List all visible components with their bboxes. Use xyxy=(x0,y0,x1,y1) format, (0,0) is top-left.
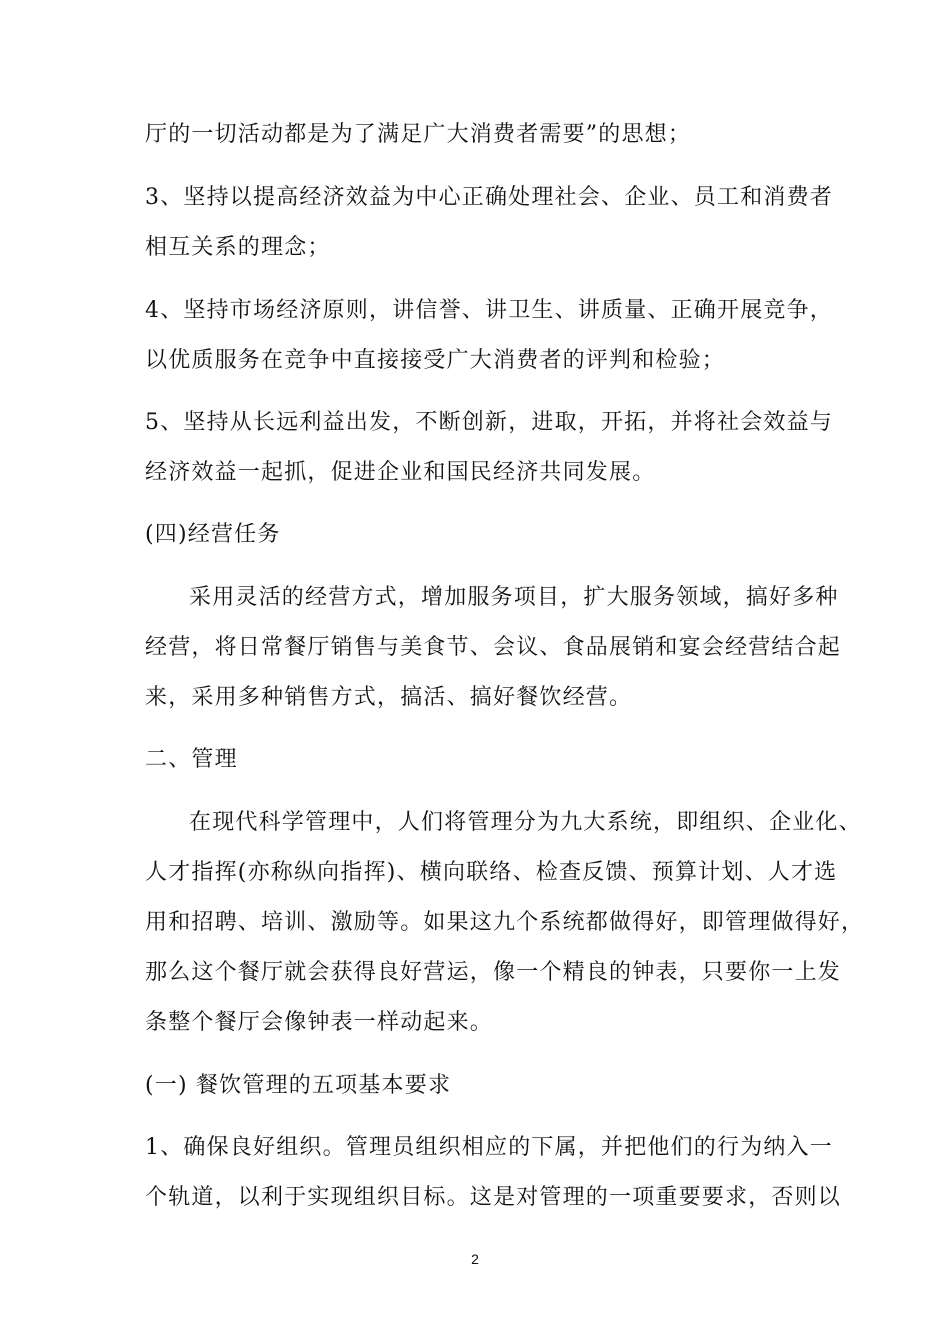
list-item-3: 3、坚持以提高经济效益为中心正确处理社会、企业、员工和消费者 xyxy=(145,185,833,210)
list-item-1: 1、确保良好组织。管理员组织相应的下属，并把他们的行为纳入一 xyxy=(145,1135,833,1160)
text-line: 厅的一切活动都是为了满足广大消费者需要”的思想； xyxy=(145,122,692,147)
paragraph-line: 在现代科学管理中，人们将管理分为九大系统，即组织、企业化、 xyxy=(189,810,862,835)
section-heading: 二、管理 xyxy=(145,747,238,772)
paragraph-line: 来，采用多种销售方式，搞活、搞好餐饮经营。 xyxy=(145,685,633,710)
text-line: 相互关系的理念； xyxy=(145,235,331,260)
text-line: 个轨道，以利于实现组织目标。这是对管理的一项重要要求，否则以 xyxy=(145,1185,842,1210)
paragraph-line: 用和招聘、培训、激励等。如果这九个系统都做得好，即管理做得好， xyxy=(145,910,865,935)
paragraph-line: 条整个餐厅会像钟表一样动起来。 xyxy=(145,1010,494,1035)
text-line: 以优质服务在竞争中直接接受广大消费者的评判和检验； xyxy=(145,348,726,373)
list-item-5: 5、坚持从长远利益出发，不断创新，进取，开拓，并将社会效益与 xyxy=(145,410,833,435)
section-heading: (四)经营任务 xyxy=(145,522,281,547)
paragraph-line: 人才指挥(亦称纵向指挥)、横向联络、检查反馈、预算计划、人才选 xyxy=(145,860,838,885)
list-item-4: 4、坚持市场经济原则，讲信誉、讲卫生、讲质量、正确开展竞争， xyxy=(145,298,833,323)
page-number: 2 xyxy=(471,1251,479,1267)
section-heading: (一) 餐饮管理的五项基本要求 xyxy=(145,1073,452,1098)
text-line: 经济效益一起抓，促进企业和国民经济共同发展。 xyxy=(145,460,656,485)
paragraph-line: 经营，将日常餐厅销售与美食节、会议、食品展销和宴会经营结合起 xyxy=(145,635,842,660)
paragraph-line: 那么这个餐厅就会获得良好营运，像一个精良的钟表，只要你一上发 xyxy=(145,960,842,985)
paragraph-line: 采用灵活的经营方式，增加服务项目，扩大服务领域，搞好多种 xyxy=(189,585,839,610)
